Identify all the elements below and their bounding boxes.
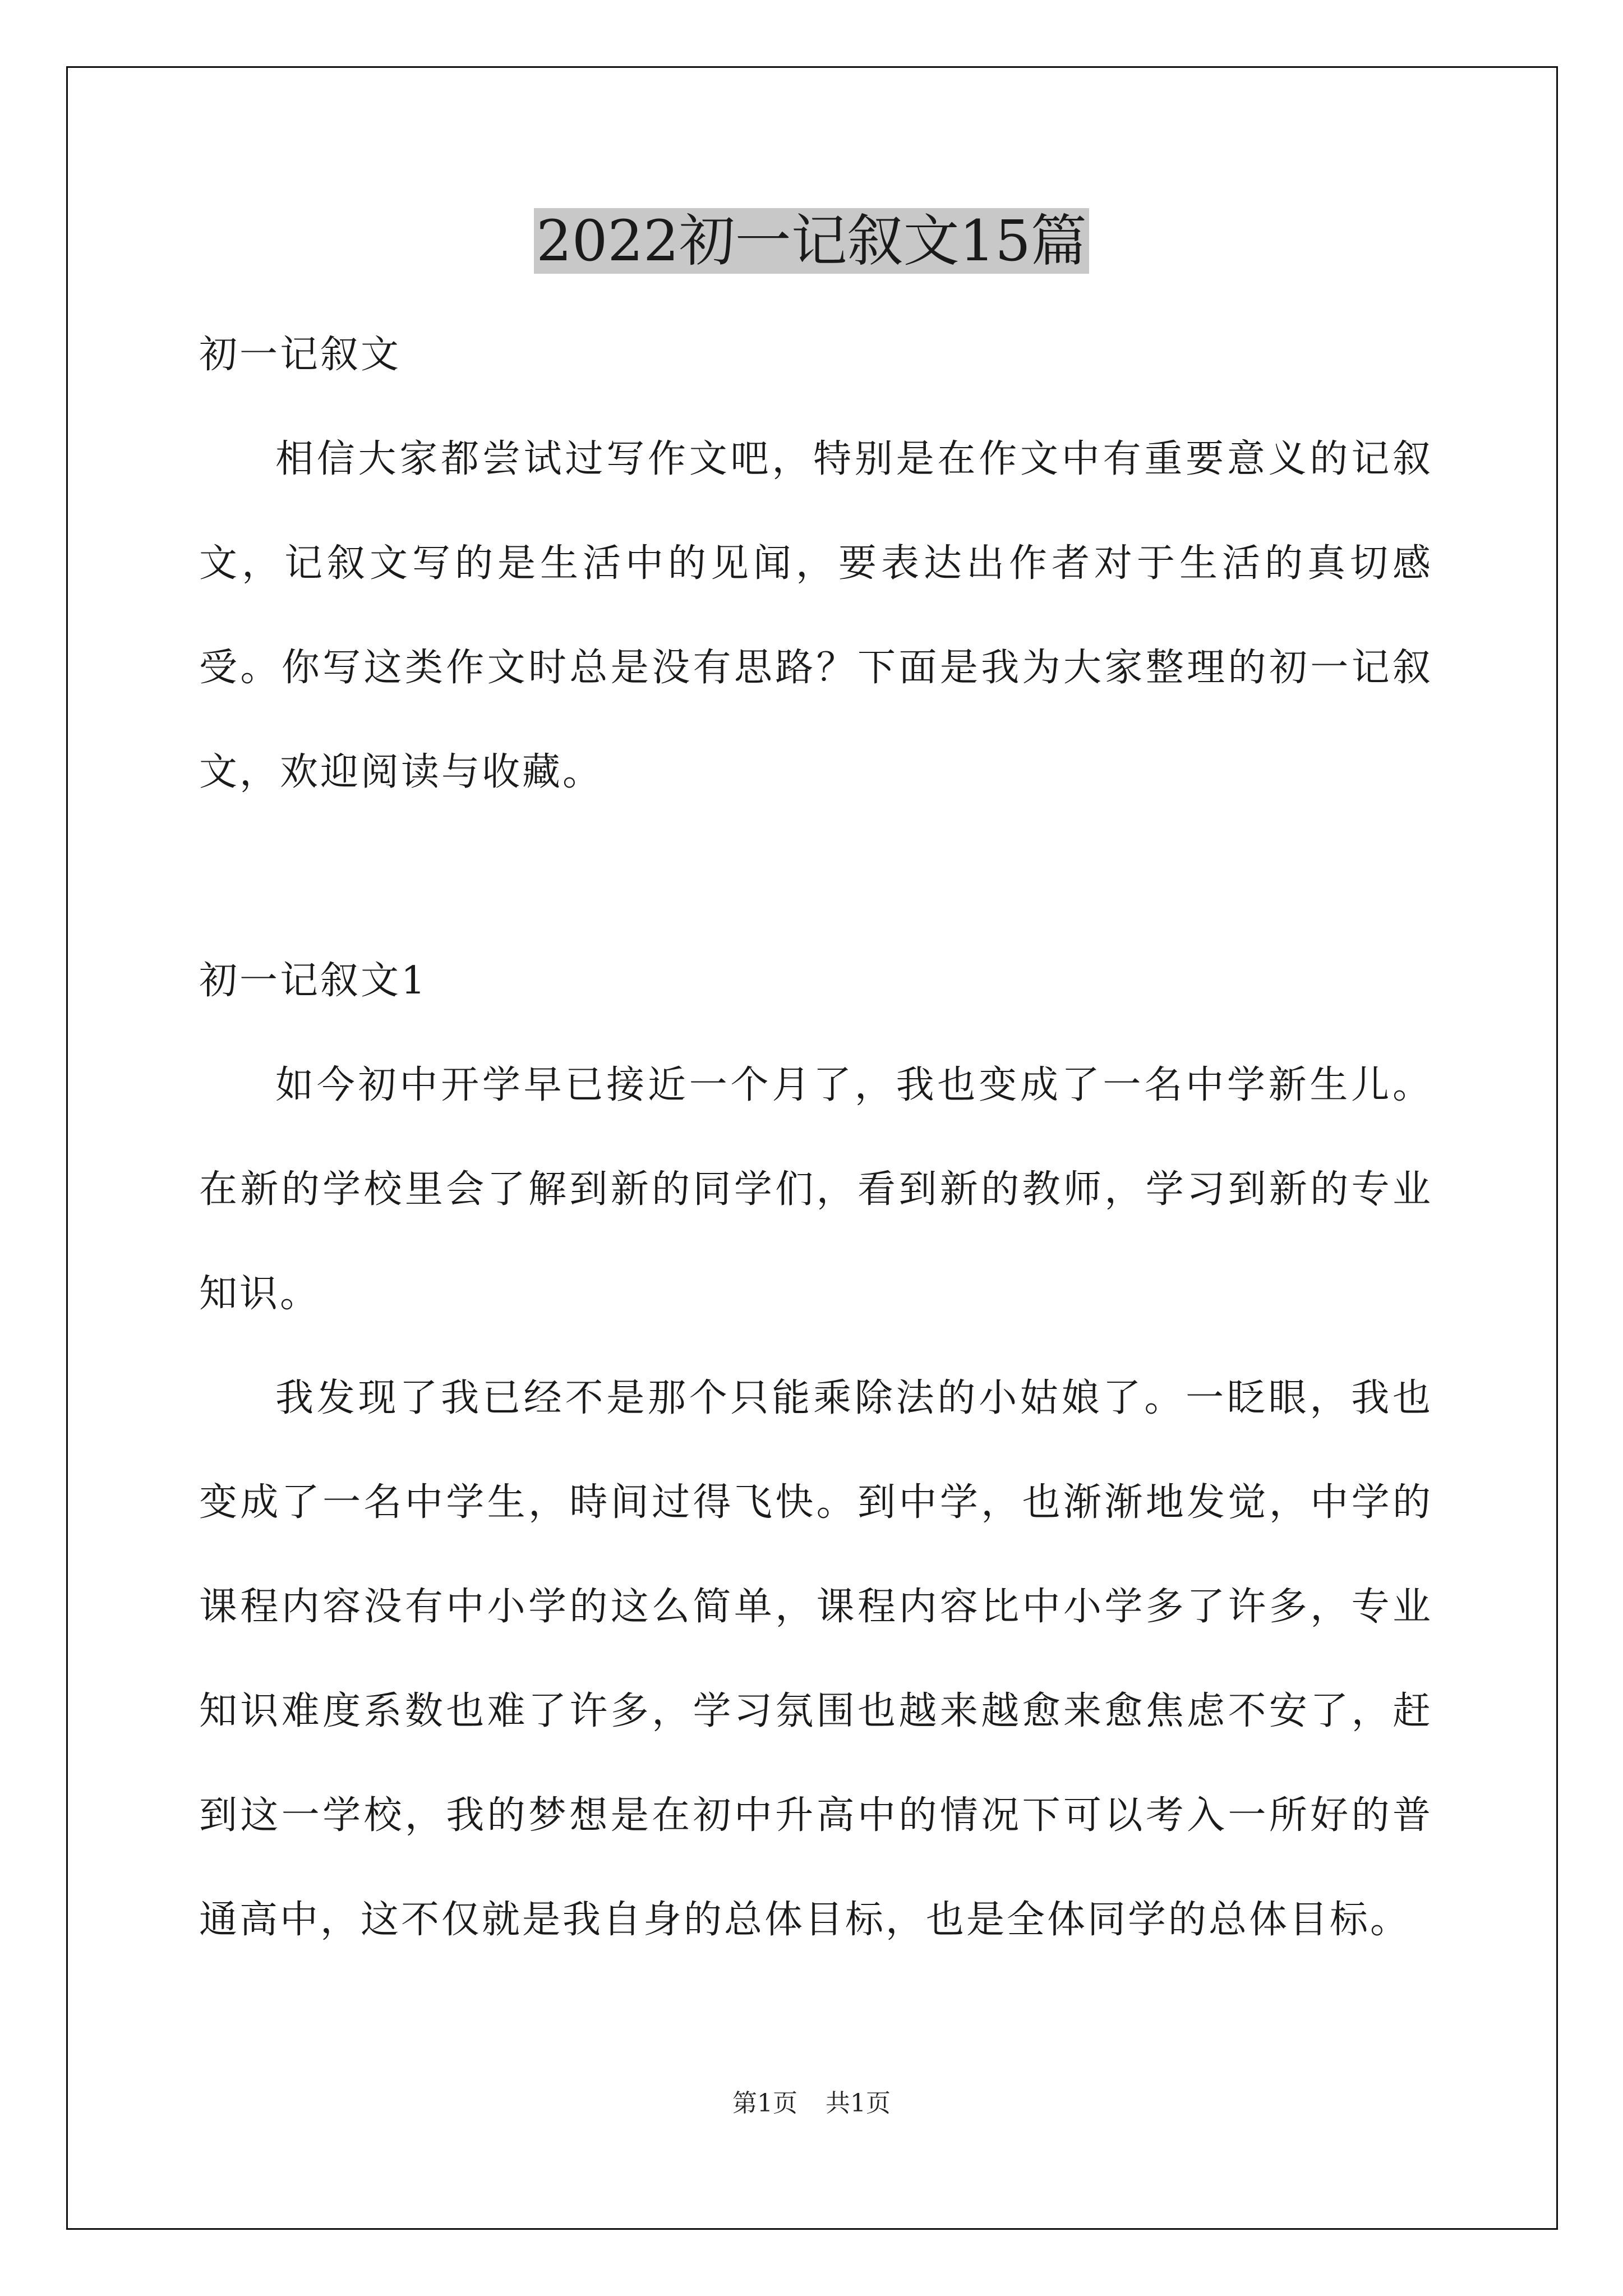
intro-heading: 初一记叙文 [199, 333, 402, 377]
document-body [199, 303, 1433, 1972]
body-paragraph: 如今初中开学早已接近一个月了，我也变成了一名中学新生儿。在新的学校里会了解到新的同学们，看到新的教师，学习到新的专业知识。 [199, 1063, 1433, 1316]
body-paragraph: 我发现了我已经不是那个只能乘除法的小姑娘了。一眨眼，我也变成了一名中学生，時间过得飞快。到中学，也渐渐地发觉，中学的课程内容没有中小学的这么简单，课程内容比中小学多了许多，专业知识难度系数也难了许多，学习氛围也越来越愈来愈焦虑不安了，赶到这一学校，我的梦想是在初中升高中的情况下可以考入一所好的普通高中，这不仅就是我自身的总体目标，也是全体同学的总体目标。 [199, 1376, 1433, 1942]
document-title [0, 205, 1623, 278]
intro-paragraph: 相信大家都尝试过写作文吧，特别是在作文中有重要意义的记叙文，记叙文写的是生活中的见闻，要表达出作者对于生活的真切感受。你写这类作文时总是没有思路？下面是我为大家整理的初一记叙文，欢迎阅读与收藏。 [199, 437, 1433, 794]
page-number: 第1页 [732, 2089, 797, 2118]
section-spacer [199, 825, 1433, 929]
page-footer [0, 2087, 1623, 2120]
title-text: 2022初一记叙文15篇 [534, 208, 1089, 274]
page-total: 共1页 [826, 2089, 891, 2118]
section-heading: 初一记叙文1 [199, 959, 428, 1003]
